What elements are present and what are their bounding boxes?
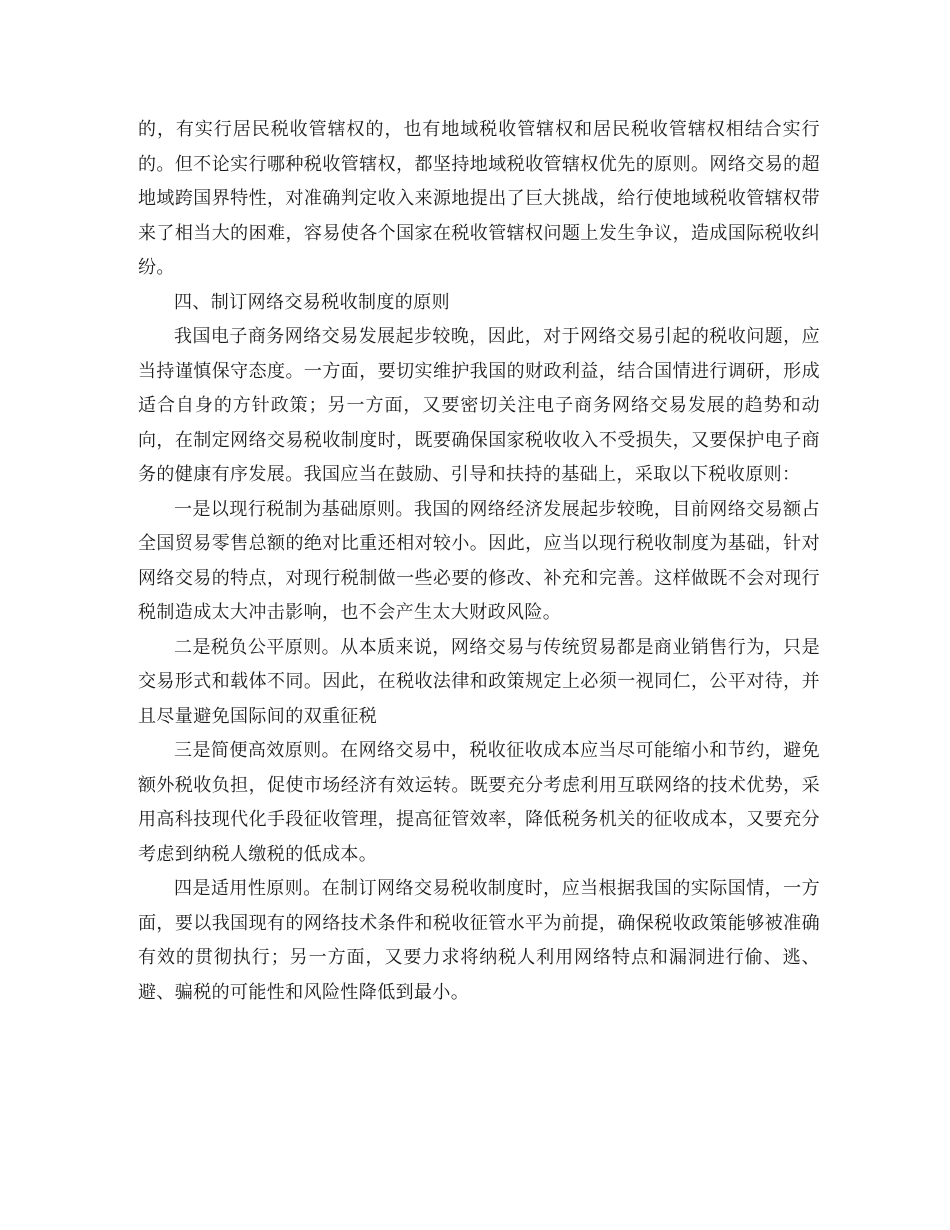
paragraph-principle-2: 二是税负公平原则。从本质来说，网络交易与传统贸易都是商业销售行为，只是交易形式和载体不同。因此，在税收法律和政策规定上必须一视同仁，公平对待，并且尽量避免国际间的双重征税 xyxy=(138,636,820,727)
paragraph-principle-3: 三是简便高效原则。在网络交易中，税收征收成本应当尽可能缩小和节约，避免额外税收负担，促使市场经济有效运转。既要充分考虑利用互联网络的技术优势，采用高科技现代化手段征收管理，提高征管效率，降低税务机关的征收成本，又要充分考虑到纳税人缴税的低成本。 xyxy=(138,740,820,865)
document-body xyxy=(138,113,820,1010)
paragraph-principle-4: 四是适用性原则。在制订网络交易税收制度时，应当根据我国的实际国情，一方面，要以我国现有的网络技术条件和税收征管水平为前提，确保税收政策能够被准确有效的贯彻执行；另一方面，又要力求将纳税人利用网络特点和漏洞进行偷、逃、避、骗税的可能性和风险性降低到最小。 xyxy=(138,878,820,1003)
paragraph-continuation: 的，有实行居民税收管辖权的，也有地域税收管辖权和居民税收管辖权相结合实行的。但不论实行哪种税收管辖权，都坚持地域税收管辖权优先的原则。网络交易的超地域跨国界特性，对准确判定收入来源地提出了巨大挑战，给行使地域税收管辖权带来了相当大的困难，容易使各个国家在税收管辖权问题上发生争议，造成国际税收纠纷。 xyxy=(138,119,820,278)
paragraph-principle-1: 一是以现行税制为基础原则。我国的网络经济发展起步较晚，目前网络交易额占全国贸易零售总额的绝对比重还相对较小。因此，应当以现行税收制度为基础，针对网络交易的特点，对现行税制做一些必要的修改、补充和完善。这样做既不会对现行税制造成太大冲击影响，也不会产生太大财政风险。 xyxy=(138,498,820,623)
paragraph-intro: 我国电子商务网络交易发展起步较晚，因此，对于网络交易引起的税收问题，应当持谨慎保守态度。一方面，要切实维护我国的财政利益，结合国情进行调研，形成适合自身的方针政策；另一方面，又要密切关注电子商务网络交易发展的趋势和动向，在制定网络交易税收制度时，既要确保国家税收收入不受损失，又要保护电子商务的健康有序发展。我国应当在鼓励、引导和扶持的基础上，采取以下税收原则： xyxy=(138,326,820,485)
section-heading: 四、制订网络交易税收制度的原则 xyxy=(174,291,450,313)
